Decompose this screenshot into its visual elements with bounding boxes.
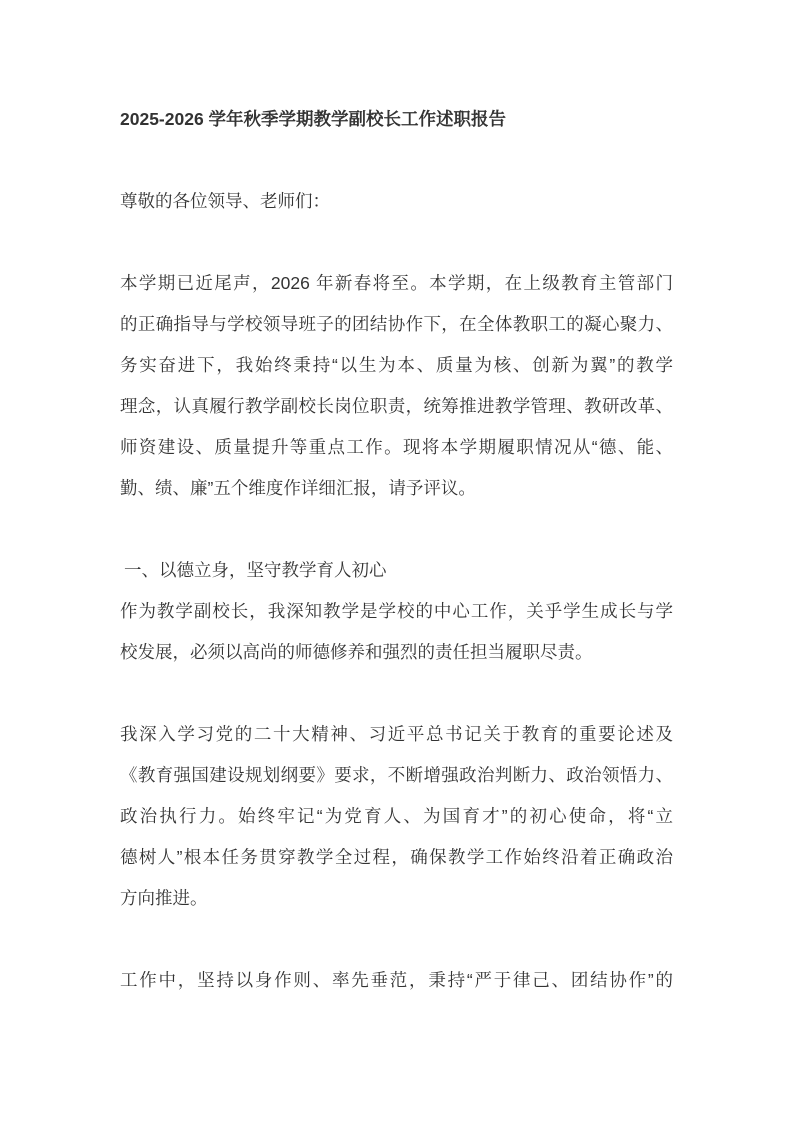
text-line: 方向推进。	[120, 888, 208, 908]
text-line: 理念，认真履行教学副校长岗位职责，统筹推进教学管理、教研改革、	[120, 396, 673, 416]
text-line: 务实奋进下，我始终秉持“以生为本、质量为核、创新为翼”的教学	[120, 355, 673, 375]
text-line: 一、以德立身，坚守教学育人初心	[124, 560, 387, 580]
paragraph	[120, 263, 673, 509]
text-line: 校发展，必须以高尚的师德修养和强烈的责任担当履职尽责。	[120, 642, 593, 662]
text-line: 我深入学习党的二十大精神、习近平总书记关于教育的重要论述及	[120, 724, 673, 744]
paragraph	[120, 181, 673, 222]
document-blocks	[120, 181, 673, 1001]
text-line: 的正确指导与学校领导班子的团结协作下，在全体教职工的凝心聚力、	[120, 314, 673, 334]
text-line: 工作中，坚持以身作则、率先垂范，秉持“严于律己、团结协作”的	[120, 970, 673, 990]
text-line: 《教育强国建设规划纲要》要求，不断增强政治判断力、政治领悟力、	[120, 765, 673, 785]
text-line: 作为教学副校长，我深知教学是学校的中心工作，关乎学生成长与学	[120, 601, 673, 621]
paragraph	[120, 960, 673, 1001]
text-line: 德树人”根本任务贯穿教学全过程，确保教学工作始终沿着正确政治	[120, 847, 673, 867]
document-title: 2025-2026 学年秋季学期教学副校长工作述职报告	[120, 109, 507, 129]
text-line: 本学期已近尾声，2026 年新春将至。本学期，在上级教育主管部门	[120, 273, 673, 293]
paragraph	[120, 591, 673, 673]
text-line: 勤、绩、廉”五个维度作详细汇报，请予评议。	[120, 478, 476, 498]
section-heading	[120, 550, 673, 591]
text-line: 师资建设、质量提升等重点工作。现将本学期履职情况从“德、能、	[120, 437, 673, 457]
text-line: 政治执行力。始终牢记“为党育人、为国育才”的初心使命，将“立	[120, 806, 673, 826]
paragraph	[120, 714, 673, 919]
text-line: 尊敬的各位领导、老师们：	[120, 191, 330, 211]
